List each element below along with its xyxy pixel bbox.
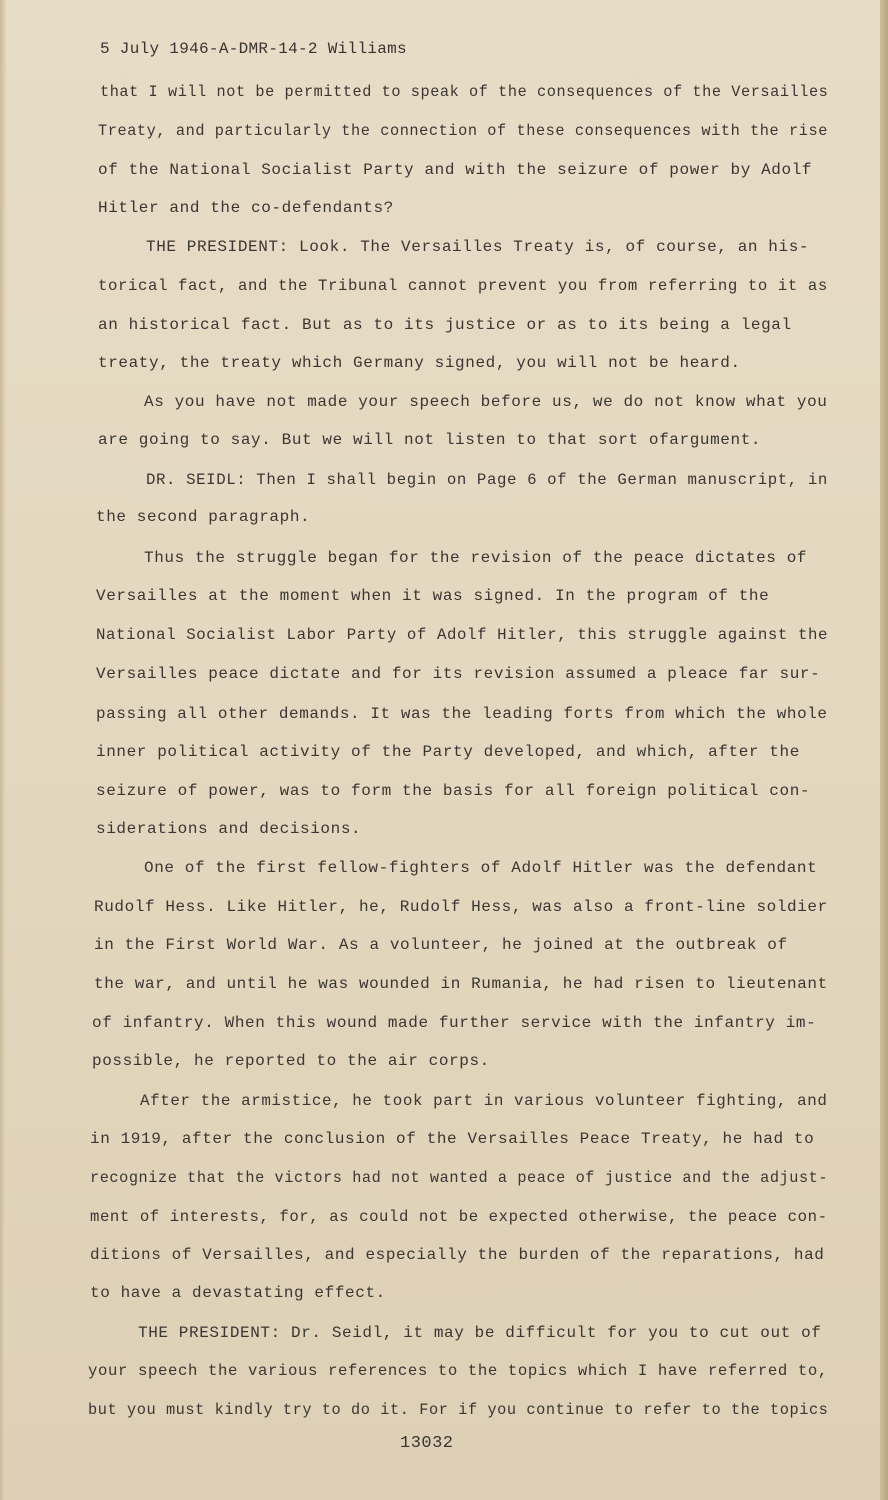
text-line: of infantry. When this wound made further service with the infantry im- (92, 1014, 817, 1032)
text-line: ditions of Versailles, and especially the burden of the reparations, had (90, 1246, 825, 1264)
text-line: Versailles at the moment when it was signed. In the program of the (96, 587, 770, 605)
text-line: your speech the various references to the topics which I have referred to, (88, 1362, 828, 1380)
text-line: to have a devastating effect. (90, 1284, 386, 1302)
text-line: As you have not made your speech before us, we do not know what you (144, 393, 828, 411)
text-line: Thus the struggle began for the revision of the peace dictates of (144, 549, 808, 567)
text-line: passing all other demands. It was the leading forts from which the whole (96, 705, 828, 723)
text-line: an historical fact. But as to its justice or as to its being a legal (98, 316, 792, 334)
text-line: One of the first fellow-fighters of Adolf Hitler was the defendant (144, 859, 818, 877)
text-line: After the armistice, he took part in various volunteer fighting, and (140, 1092, 828, 1110)
text-line: of the National Socialist Party and with the seizure of power by Adolf (98, 161, 813, 179)
text-line: the war, and until he was wounded in Rumania, he had risen to lieutenant (94, 975, 828, 993)
text-line: DR. SEIDL: Then I shall begin on Page 6 of the German manuscript, in (146, 471, 828, 489)
text-line: but you must kindly try to do it. For if you continue to refer to the topics (88, 1401, 829, 1419)
text-line: Hitler and the co-defendants? (98, 199, 394, 217)
text-line: treaty, the treaty which Germany signed, you will not be heard. (98, 354, 741, 372)
page-number: 13032 (400, 1434, 454, 1453)
text-line: Treaty, and particularly the connection of these consequences with the rise (98, 122, 828, 140)
text-line: inner political activity of the Party developed, and which, after the (96, 743, 800, 761)
text-line: in 1919, after the conclusion of the Versailles Peace Treaty, he had to (90, 1130, 815, 1148)
text-line: ment of interests, for, as could not be expected otherwise, the peace con- (90, 1208, 828, 1226)
text-line: Versailles peace dictate and for its revision assumed a pleace far sur- (96, 665, 821, 683)
text-line: Rudolf Hess. Like Hitler, he, Rudolf Hess, was also a front-line soldier (94, 898, 828, 916)
text-line: THE PRESIDENT: Look. The Versailles Treaty is, of course, an his- (146, 238, 810, 256)
text-line: recognize that the victors had not wanted a peace of justice and the adjust- (90, 1169, 829, 1187)
page-right-edge (880, 0, 888, 1500)
text-line: that I will not be permitted to speak of the consequences of the Versailles (100, 83, 829, 101)
page-left-edge (0, 0, 6, 1500)
text-line: National Socialist Labor Party of Adolf Hitler, this struggle against the (96, 626, 829, 644)
text-line: possible, he reported to the air corps. (92, 1052, 490, 1070)
text-line: are going to say. But we will not listen to that sort ofargument. (98, 431, 762, 449)
page-header: 5 July 1946-A-DMR-14-2 Williams (100, 40, 407, 58)
text-line: seizure of power, was to form the basis for all foreign political con- (96, 782, 811, 800)
text-line: siderations and decisions. (96, 820, 362, 838)
text-line: torical fact, and the Tribunal cannot prevent you from referring to it as (98, 277, 828, 295)
text-line: the second paragraph. (96, 508, 311, 526)
text-line: in the First World War. As a volunteer, he joined at the outbreak of (94, 936, 788, 954)
text-line: THE PRESIDENT: Dr. Seidl, it may be difficult for you to cut out of (138, 1324, 822, 1342)
